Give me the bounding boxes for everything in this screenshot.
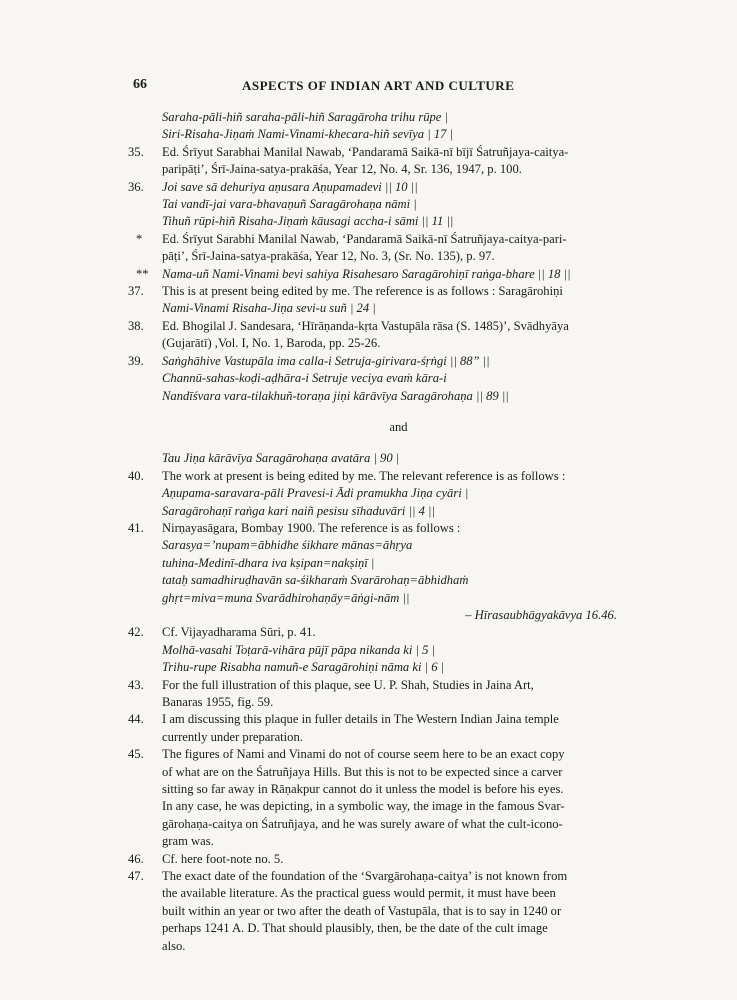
citation-source: – Hīrasaubhāgyakāvya 16.46.: [465, 607, 617, 622]
footnote-line: The figures of Nami and Vinami do not of course seem here to be an exact copy: [162, 747, 565, 762]
footnote-number: 41.: [128, 520, 144, 535]
footnote-number: 47.: [128, 869, 144, 884]
page-header: [0, 76, 737, 96]
footnote-line: This is at present being edited by me. The reference is as follows : Saragārohiṇi: [162, 284, 563, 299]
footnote-line: Tai vandī-jai vara-bhavaṇuñ Saragārohaṇa nāmi |: [162, 197, 417, 212]
footnote-line: Tau Jiṇa kārāvīya Saragārohaṇa avatāra | 90 |: [162, 451, 400, 466]
footnote-number: 44.: [128, 712, 144, 727]
footnote-line: Sarasya=’nupam=ābhidhe śikhare mānas=āhṛya: [162, 538, 413, 553]
footnote-line: Nandīśvara vara-tilakhuñ-toraṇa jiṇi kārāvīya Saragārohaṇa || 89 ||: [162, 388, 509, 403]
footnote-line: gārohaṇa-caitya on Śatruñjaya, and he was surely aware of what the cult-icono-: [162, 816, 563, 831]
footnote-line: Nami-Vinami Risaha-Jiṇa sevi-u suñ | 24 |: [162, 301, 376, 316]
footnote-number: 37.: [128, 284, 144, 299]
footnote: [0, 624, 617, 676]
footnote: [0, 468, 617, 520]
running-title: ASPECTS OF INDIAN ART AND CULTURE: [242, 78, 515, 93]
footnote-line: Siri-Risaha-Jiṇaṁ Nami-Vinami-khecara-hiñ sevīya | 17 |: [162, 127, 454, 142]
footnote-line: Saragārohaṇī raṅga kari naiñ pesisu sīhaduvāri || 4 ||: [162, 503, 435, 518]
footnote: [0, 353, 617, 405]
footnote-line: (Gujarātī) ,Vol. I, No. 1, Baroda, pp. 25-26.: [162, 336, 381, 351]
footnote-line: Trihu-rupe Risabha namuñ-e Saragārohiṇi nāma ki | 6 |: [162, 660, 445, 675]
footnote-line: The exact date of the foundation of the ‘Svargārohaṇa-caitya’ is not known from: [162, 869, 568, 884]
footnote-number: 43.: [128, 677, 144, 692]
footnote-line: of what are on the Śatruñjaya Hills. But this is not to be expected since a carver: [162, 764, 563, 779]
footnote: [0, 179, 617, 231]
footnote-number: **: [136, 266, 149, 281]
footnote: [0, 851, 617, 868]
footnote-line: Aṇupama-saravara-pāli Pravesi-i Ādi pramukha Jiṇa cyāri |: [162, 486, 469, 501]
footnote: [0, 266, 617, 283]
footnote-line: Tihuñ rūpi-hiñ Risaha-Jiṇaṁ kāusagi accha-i sāmi || 11 ||: [162, 214, 454, 229]
footnote-line: gram was.: [162, 834, 214, 849]
footnote-line: perhaps 1241 A. D. That should plausibly, then, be the date of the cult image: [162, 921, 548, 936]
footnote: [0, 144, 617, 179]
footnote-number: 36.: [128, 179, 144, 194]
footnote: [0, 318, 617, 353]
footnote-line: Saṅghāhive Vastupāla ima calla-i Setruja-girivara-śṛṅgi || 88” ||: [162, 353, 490, 368]
page-number: 66: [133, 77, 147, 92]
footnote-line: pāṭi’, Śrī-Jaina-satya-prakāśa, Year 12, No. 3, (Sr. No. 135), p. 97.: [162, 249, 495, 264]
footnote-number: 40.: [128, 468, 144, 483]
footnote-number: *: [136, 231, 143, 246]
footnote-line: The work at present is being edited by me. The relevant reference is as follows :: [162, 468, 566, 483]
footnote-line: Saraha-pāli-hiñ saraha-pāli-hiñ Saragāroha trihu rūpe |: [162, 110, 449, 124]
footnote: [0, 711, 617, 746]
footnote: [0, 677, 617, 712]
footnote-line: sitting so far away in Rāṇakpur cannot do it unless the model is before his eyes.: [162, 782, 564, 797]
footnote-line: Ed. Śrīyut Sarabhi Manilal Nawab, ‘Pandaramā Saikā-nī Śatruñjaya-caitya-pari-: [162, 231, 567, 246]
footnote: [0, 283, 617, 318]
footnote-line: built within an year or two after the death of Vastupāla, that is to say in 1240 or: [162, 903, 562, 918]
footnote: [0, 520, 617, 624]
footnote-line: Nirṇayasāgara, Bombay 1900. The reference is as follows :: [162, 520, 461, 535]
footnote-line: Banaras 1955, fig. 59.: [162, 695, 274, 709]
footnote-number: 42.: [128, 625, 144, 640]
separator-and: and: [389, 419, 408, 434]
footnotes-list: [0, 109, 737, 955]
footnote-line: tataḥ samadhiruḍhavān sa-śikharaṁ Svarārohaṇ=ābhidhaṁ: [162, 573, 469, 588]
footnote-line: Molhā-vasahi Toṭarā-vihāra pūjī pāpa nikanda ki | 5 |: [162, 642, 436, 657]
footnote-line: tuhina-Medinī-dhara iva kṣipan=nakṣiṇī |: [162, 555, 375, 570]
footnote-line: I am discussing this plaque in fuller details in The Western Indian Jaina temple: [162, 712, 559, 727]
footnote-line: Ed. Śrīyut Sarabhai Manilal Nawab, ‘Pandaramā Saikā-nī bījī Śatruñjaya-caitya-: [162, 144, 569, 159]
footnote-line: ghṛt=miva=muna Svarādhirohaṇāy=āṅgi-nām ||: [162, 590, 410, 605]
footnote: [0, 109, 617, 144]
footnote-number: 45.: [128, 747, 144, 762]
footnote-line: For the full illustration of this plaque, see U. P. Shah, Studies in Jaina Art,: [162, 677, 534, 692]
footnote: [0, 450, 617, 467]
footnote-line: paripāṭi’, Śrī-Jaina-satya-prakāśa, Year 12, No. 4, Sr. 136, 1947, p. 100.: [162, 162, 522, 177]
footnote-number: 39.: [128, 353, 144, 368]
footnote: [0, 231, 617, 266]
footnote-line: currently under preparation.: [162, 729, 303, 744]
footnote: [0, 868, 617, 955]
footnote-number: 38.: [128, 318, 144, 333]
footnote-line: Cf. Vijayadharama Sūri, p. 41.: [162, 625, 316, 640]
footnote-line: Channū-sahas-koḍi-aḍhāra-i Setruje veciya evaṁ kāra-i: [162, 371, 447, 386]
footnote: [0, 746, 617, 850]
footnote-number: 35.: [128, 144, 144, 159]
footnote-line: Cf. here foot-note no. 5.: [162, 851, 284, 866]
footnote-line: Joi save sā dehuriya aṇusara Aṇupamadevi || 10 ||: [162, 179, 418, 194]
footnote-line: In any case, he was depicting, in a symbolic way, the image in the famous Svar-: [162, 799, 565, 814]
footnote-line: Nama-uñ Nami-Vinami bevi sahiya Risahesaro Saragārohiṇī raṅga-bhare || 18 ||: [162, 266, 571, 281]
footnote-line: also.: [162, 938, 186, 953]
footnote-line: the available literature. As the practical guess would permit, it must have been: [162, 886, 556, 901]
footnote-number: 46.: [128, 851, 144, 866]
footnote-line: Ed. Bhogilal J. Sandesara, ‘Hīrāṇanda-kṛta Vastupāla rāsa (S. 1485)’, Svādhyāya: [162, 318, 569, 333]
